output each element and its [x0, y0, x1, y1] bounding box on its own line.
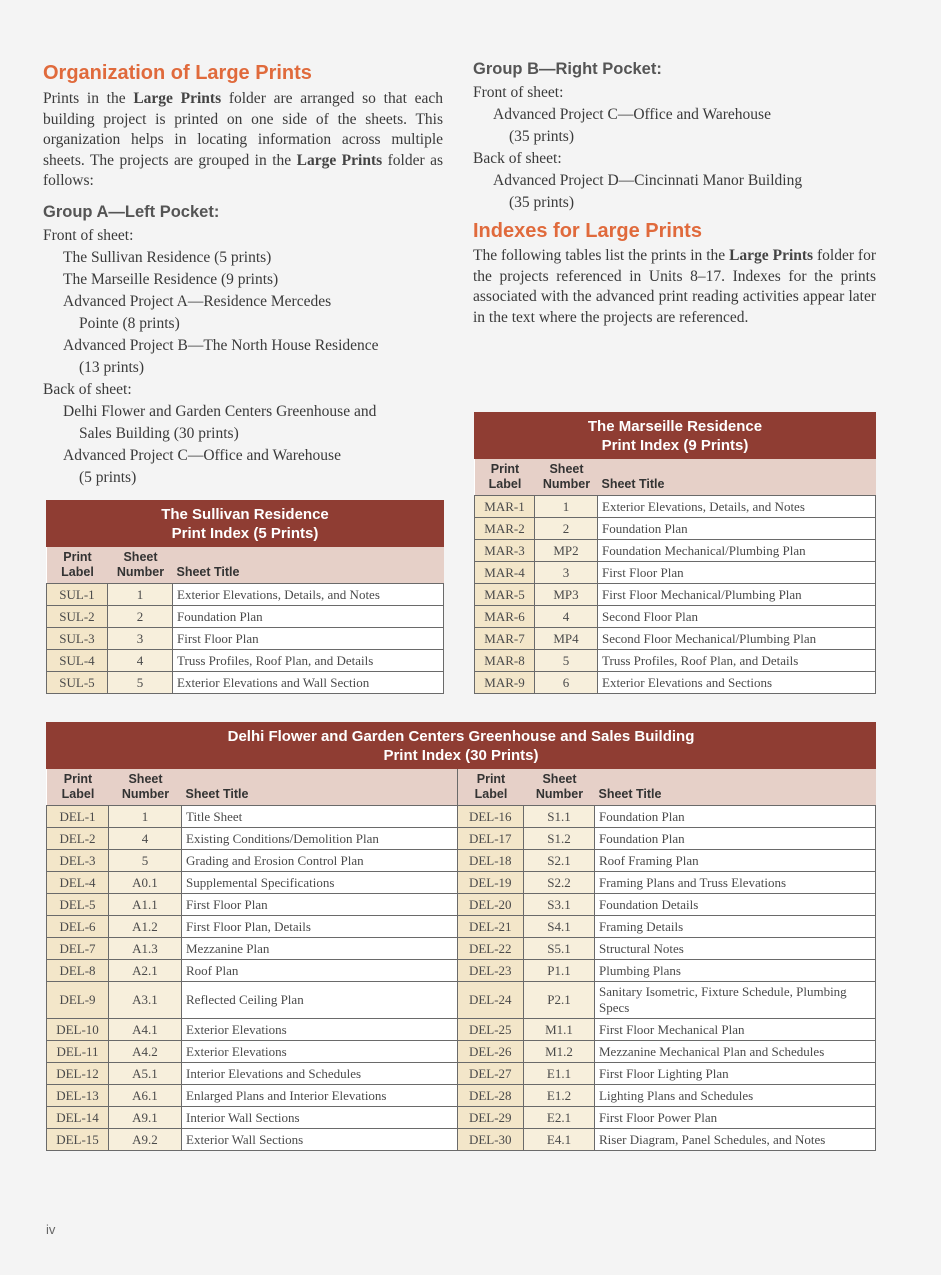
- sheet-title-cell: Exterior Elevations and Wall Section: [173, 672, 444, 694]
- header-sheet-title: Sheet Title: [182, 769, 458, 806]
- sheet-number-cell: E1.1: [524, 1063, 595, 1085]
- print-label-cell: SUL-5: [47, 672, 108, 694]
- print-label-cell: MAR-1: [475, 496, 535, 518]
- sheet-number-cell: 3: [108, 628, 173, 650]
- right-column: [473, 60, 876, 328]
- sheet-title-cell: First Floor Plan, Details: [182, 916, 458, 938]
- print-label-cell: DEL-18: [457, 850, 524, 872]
- print-label-cell: DEL-25: [457, 1019, 524, 1041]
- sheet-number-cell: 4: [108, 650, 173, 672]
- table-row: [47, 916, 876, 938]
- sheet-title-cell: Lighting Plans and Schedules: [595, 1085, 876, 1107]
- sheet-title-cell: Second Floor Plan: [598, 606, 876, 628]
- section-heading: Organization of Large Prints: [43, 62, 312, 84]
- delhi-index-table: [46, 722, 876, 1151]
- list-item: Delhi Flower and Garden Centers Greenhouse and: [63, 402, 377, 420]
- sheet-number-cell: A3.1: [109, 982, 182, 1019]
- table-row: [475, 518, 876, 540]
- sheet-title-cell: Foundation Mechanical/Plumbing Plan: [598, 540, 876, 562]
- list-item: (35 prints): [509, 194, 575, 211]
- sheet-title-cell: First Floor Lighting Plan: [595, 1063, 876, 1085]
- sheet-number-cell: A1.2: [109, 916, 182, 938]
- print-label-cell: DEL-15: [47, 1129, 109, 1151]
- table-row: [47, 1019, 876, 1041]
- sheet-number-cell: MP2: [535, 540, 598, 562]
- table-row: [47, 828, 876, 850]
- list-item: Sales Building (30 prints): [79, 424, 239, 442]
- indexes-paragraph: The following tables list the prints in the Large Prints folder for the projects referenced in Units 8–17. Indexes for the prints associated with the advanced print reading activities appear later in the text where the projects are referenced.: [473, 247, 876, 326]
- back-label: Back of sheet:: [473, 150, 562, 167]
- print-label-cell: MAR-7: [475, 628, 535, 650]
- sheet-number-cell: E1.2: [524, 1085, 595, 1107]
- table-row: [47, 1085, 876, 1107]
- print-label-cell: DEL-3: [47, 850, 109, 872]
- table-row: [47, 960, 876, 982]
- table-body: [475, 496, 876, 694]
- sheet-title-cell: Enlarged Plans and Interior Elevations: [182, 1085, 458, 1107]
- print-label-cell: DEL-5: [47, 894, 109, 916]
- print-label-cell: DEL-19: [457, 872, 524, 894]
- sheet-number-cell: S3.1: [524, 894, 595, 916]
- print-label-cell: DEL-29: [457, 1107, 524, 1129]
- print-label-cell: SUL-3: [47, 628, 108, 650]
- print-label-cell: DEL-27: [457, 1063, 524, 1085]
- list-item: Advanced Project B—The North House Residence: [63, 336, 379, 354]
- table-row: [47, 1063, 876, 1085]
- sheet-number-cell: A1.1: [109, 894, 182, 916]
- header-sheet-title: Sheet Title: [595, 769, 876, 806]
- table-row: [47, 850, 876, 872]
- sheet-title-cell: Interior Elevations and Schedules: [182, 1063, 458, 1085]
- page-number: iv: [46, 1222, 56, 1237]
- table-row: [47, 628, 444, 650]
- list-item: Pointe (8 prints): [79, 314, 180, 332]
- print-label-cell: DEL-26: [457, 1041, 524, 1063]
- list-item: Advanced Project D—Cincinnati Manor Building: [493, 172, 803, 189]
- group-b-heading: Group B—Right Pocket:: [473, 60, 662, 78]
- sheet-number-cell: A4.2: [109, 1041, 182, 1063]
- table-row: [47, 872, 876, 894]
- print-label-cell: DEL-17: [457, 828, 524, 850]
- print-label-cell: DEL-7: [47, 938, 109, 960]
- list-item: Advanced Project C—Office and Warehouse: [63, 446, 341, 464]
- sheet-title-cell: Foundation Plan: [173, 606, 444, 628]
- sheet-number-cell: A1.3: [109, 938, 182, 960]
- sheet-title-cell: Truss Profiles, Roof Plan, and Details: [173, 650, 444, 672]
- table-title: The Marseille Residence Print Index (9 Prints): [474, 412, 876, 459]
- sheet-title-cell: Foundation Plan: [598, 518, 876, 540]
- print-label-cell: MAR-6: [475, 606, 535, 628]
- print-label-cell: DEL-8: [47, 960, 109, 982]
- sheet-number-cell: S2.2: [524, 872, 595, 894]
- sheet-number-cell: 2: [535, 518, 598, 540]
- print-label-cell: DEL-4: [47, 872, 109, 894]
- table-row: [475, 562, 876, 584]
- print-label-cell: DEL-16: [457, 806, 524, 828]
- sheet-title-cell: Exterior Elevations and Sections: [598, 672, 876, 694]
- table-row: [475, 650, 876, 672]
- print-label-cell: MAR-8: [475, 650, 535, 672]
- sheet-number-cell: 1: [108, 584, 173, 606]
- table-row: [47, 1041, 876, 1063]
- table-row: [47, 672, 444, 694]
- sheet-number-cell: 6: [535, 672, 598, 694]
- header-print-label: Print Label: [457, 769, 524, 806]
- group-a-heading: Group A—Left Pocket:: [43, 202, 220, 221]
- table-row: [47, 1129, 876, 1151]
- table-row: [475, 628, 876, 650]
- intro-paragraph: Prints in the Large Prints folder are arranged so that each building project is printed on one side of the sheets. This organization helps in locating information across multiple sheets. The projects are grouped in the Large Prints folder as follows:: [43, 90, 444, 189]
- table-row: [47, 894, 876, 916]
- print-label-cell: DEL-10: [47, 1019, 109, 1041]
- sheet-number-cell: 4: [109, 828, 182, 850]
- group-a-list: [43, 225, 443, 489]
- front-label: Front of sheet:: [473, 84, 564, 101]
- left-column: [43, 62, 443, 489]
- sheet-title-cell: Framing Plans and Truss Elevations: [595, 872, 876, 894]
- table-row: [475, 496, 876, 518]
- sheet-title-cell: Supplemental Specifications: [182, 872, 458, 894]
- print-label-cell: DEL-6: [47, 916, 109, 938]
- print-label-cell: DEL-23: [457, 960, 524, 982]
- table-header-row: [475, 459, 876, 496]
- print-label-cell: DEL-30: [457, 1129, 524, 1151]
- sheet-number-cell: E2.1: [524, 1107, 595, 1129]
- print-label-cell: DEL-12: [47, 1063, 109, 1085]
- sheet-number-cell: 4: [535, 606, 598, 628]
- sheet-number-cell: A2.1: [109, 960, 182, 982]
- sheet-number-cell: M1.2: [524, 1041, 595, 1063]
- sheet-number-cell: S1.2: [524, 828, 595, 850]
- back-label: Back of sheet:: [43, 380, 132, 398]
- sheet-number-cell: A9.2: [109, 1129, 182, 1151]
- sheet-number-cell: MP3: [535, 584, 598, 606]
- group-b-list: [473, 82, 876, 214]
- table-title: Delhi Flower and Garden Centers Greenhouse and Sales Building Print Index (30 Prints): [46, 722, 876, 769]
- sheet-number-cell: M1.1: [524, 1019, 595, 1041]
- sheet-number-cell: A9.1: [109, 1107, 182, 1129]
- print-label-cell: MAR-9: [475, 672, 535, 694]
- sheet-title-cell: First Floor Power Plan: [595, 1107, 876, 1129]
- table-row: [475, 584, 876, 606]
- list-item: (5 prints): [79, 468, 137, 486]
- print-label-cell: DEL-14: [47, 1107, 109, 1129]
- sullivan-index-table: [46, 500, 444, 694]
- sheet-number-cell: A0.1: [109, 872, 182, 894]
- sheet-title-cell: First Floor Mechanical Plan: [595, 1019, 876, 1041]
- sheet-number-cell: A6.1: [109, 1085, 182, 1107]
- print-label-cell: DEL-20: [457, 894, 524, 916]
- table-row: [47, 650, 444, 672]
- marseille-index-table: [474, 412, 876, 694]
- header-sheet-number: Sheet Number: [524, 769, 595, 806]
- sheet-number-cell: MP4: [535, 628, 598, 650]
- print-label-cell: MAR-5: [475, 584, 535, 606]
- sheet-title-cell: Framing Details: [595, 916, 876, 938]
- sheet-title-cell: Exterior Elevations: [182, 1019, 458, 1041]
- sheet-number-cell: S5.1: [524, 938, 595, 960]
- sheet-title-cell: Riser Diagram, Panel Schedules, and Notes: [595, 1129, 876, 1151]
- list-item: (35 prints): [509, 128, 575, 145]
- table-row: [47, 982, 876, 1019]
- sheet-title-cell: Title Sheet: [182, 806, 458, 828]
- header-print-label: Print Label: [47, 547, 108, 584]
- sheet-number-cell: P1.1: [524, 960, 595, 982]
- sheet-title-cell: First Floor Plan: [173, 628, 444, 650]
- header-sheet-title: Sheet Title: [598, 459, 876, 496]
- sheet-title-cell: First Floor Mechanical/Plumbing Plan: [598, 584, 876, 606]
- sheet-title-cell: Exterior Wall Sections: [182, 1129, 458, 1151]
- print-label-cell: DEL-9: [47, 982, 109, 1019]
- sheet-number-cell: 2: [108, 606, 173, 628]
- sheet-number-cell: 3: [535, 562, 598, 584]
- sheet-title-cell: Mezzanine Plan: [182, 938, 458, 960]
- table-row: [47, 584, 444, 606]
- sheet-title-cell: Second Floor Mechanical/Plumbing Plan: [598, 628, 876, 650]
- table-header-row: [47, 547, 444, 584]
- sheet-title-cell: Truss Profiles, Roof Plan, and Details: [598, 650, 876, 672]
- sheet-title-cell: Interior Wall Sections: [182, 1107, 458, 1129]
- header-sheet-number: Sheet Number: [108, 547, 173, 584]
- sheet-title-cell: Foundation Details: [595, 894, 876, 916]
- table-body: [47, 584, 444, 694]
- table-title: The Sullivan Residence Print Index (5 Prints): [46, 500, 444, 547]
- header-print-label: Print Label: [47, 769, 109, 806]
- list-item: The Marseille Residence (9 prints): [63, 270, 279, 288]
- sheet-title-cell: First Floor Plan: [598, 562, 876, 584]
- print-label-cell: DEL-2: [47, 828, 109, 850]
- print-label-cell: SUL-2: [47, 606, 108, 628]
- print-label-cell: DEL-1: [47, 806, 109, 828]
- print-label-cell: DEL-28: [457, 1085, 524, 1107]
- print-label-cell: MAR-4: [475, 562, 535, 584]
- print-label-cell: DEL-24: [457, 982, 524, 1019]
- sheet-number-cell: S1.1: [524, 806, 595, 828]
- sheet-title-cell: Exterior Elevations, Details, and Notes: [598, 496, 876, 518]
- header-sheet-title: Sheet Title: [173, 547, 444, 584]
- sheet-title-cell: Grading and Erosion Control Plan: [182, 850, 458, 872]
- list-item: Advanced Project A—Residence Mercedes: [63, 292, 332, 310]
- sheet-number-cell: 1: [535, 496, 598, 518]
- front-label: Front of sheet:: [43, 226, 134, 244]
- sheet-number-cell: A5.1: [109, 1063, 182, 1085]
- table-row: [475, 540, 876, 562]
- sheet-title-cell: Structural Notes: [595, 938, 876, 960]
- print-label-cell: DEL-22: [457, 938, 524, 960]
- sheet-title-cell: Roof Plan: [182, 960, 458, 982]
- print-label-cell: DEL-13: [47, 1085, 109, 1107]
- sheet-number-cell: 1: [109, 806, 182, 828]
- sheet-title-cell: First Floor Plan: [182, 894, 458, 916]
- print-label-cell: MAR-3: [475, 540, 535, 562]
- table-row: [47, 606, 444, 628]
- table-header-row: [47, 769, 876, 806]
- sheet-number-cell: A4.1: [109, 1019, 182, 1041]
- header-print-label: Print Label: [475, 459, 535, 496]
- header-sheet-number: Sheet Number: [109, 769, 182, 806]
- print-label-cell: DEL-11: [47, 1041, 109, 1063]
- sheet-title-cell: Foundation Plan: [595, 828, 876, 850]
- print-label-cell: MAR-2: [475, 518, 535, 540]
- sheet-number-cell: 5: [109, 850, 182, 872]
- sheet-number-cell: P2.1: [524, 982, 595, 1019]
- sheet-title-cell: Exterior Elevations: [182, 1041, 458, 1063]
- sheet-number-cell: E4.1: [524, 1129, 595, 1151]
- list-item: Advanced Project C—Office and Warehouse: [493, 106, 771, 123]
- sheet-title-cell: Mezzanine Mechanical Plan and Schedules: [595, 1041, 876, 1063]
- sheet-title-cell: Sanitary Isometric, Fixture Schedule, Plumbing Specs: [595, 982, 876, 1019]
- sheet-title-cell: Reflected Ceiling Plan: [182, 982, 458, 1019]
- table-row: [47, 806, 876, 828]
- sheet-number-cell: 5: [108, 672, 173, 694]
- list-item: (13 prints): [79, 358, 145, 376]
- print-label-cell: SUL-1: [47, 584, 108, 606]
- header-sheet-number: Sheet Number: [535, 459, 598, 496]
- print-label-cell: SUL-4: [47, 650, 108, 672]
- table-row: [47, 1107, 876, 1129]
- sheet-title-cell: Foundation Plan: [595, 806, 876, 828]
- sheet-number-cell: S2.1: [524, 850, 595, 872]
- sheet-title-cell: Plumbing Plans: [595, 960, 876, 982]
- list-item: The Sullivan Residence (5 prints): [63, 248, 272, 266]
- table-row: [475, 606, 876, 628]
- sheet-title-cell: Exterior Elevations, Details, and Notes: [173, 584, 444, 606]
- sheet-title-cell: Roof Framing Plan: [595, 850, 876, 872]
- table-row: [47, 938, 876, 960]
- sheet-title-cell: Existing Conditions/Demolition Plan: [182, 828, 458, 850]
- sheet-number-cell: 5: [535, 650, 598, 672]
- print-label-cell: DEL-21: [457, 916, 524, 938]
- sheet-number-cell: S4.1: [524, 916, 595, 938]
- table-row: [475, 672, 876, 694]
- indexes-heading: Indexes for Large Prints: [473, 220, 702, 242]
- table-body: [47, 806, 876, 1151]
